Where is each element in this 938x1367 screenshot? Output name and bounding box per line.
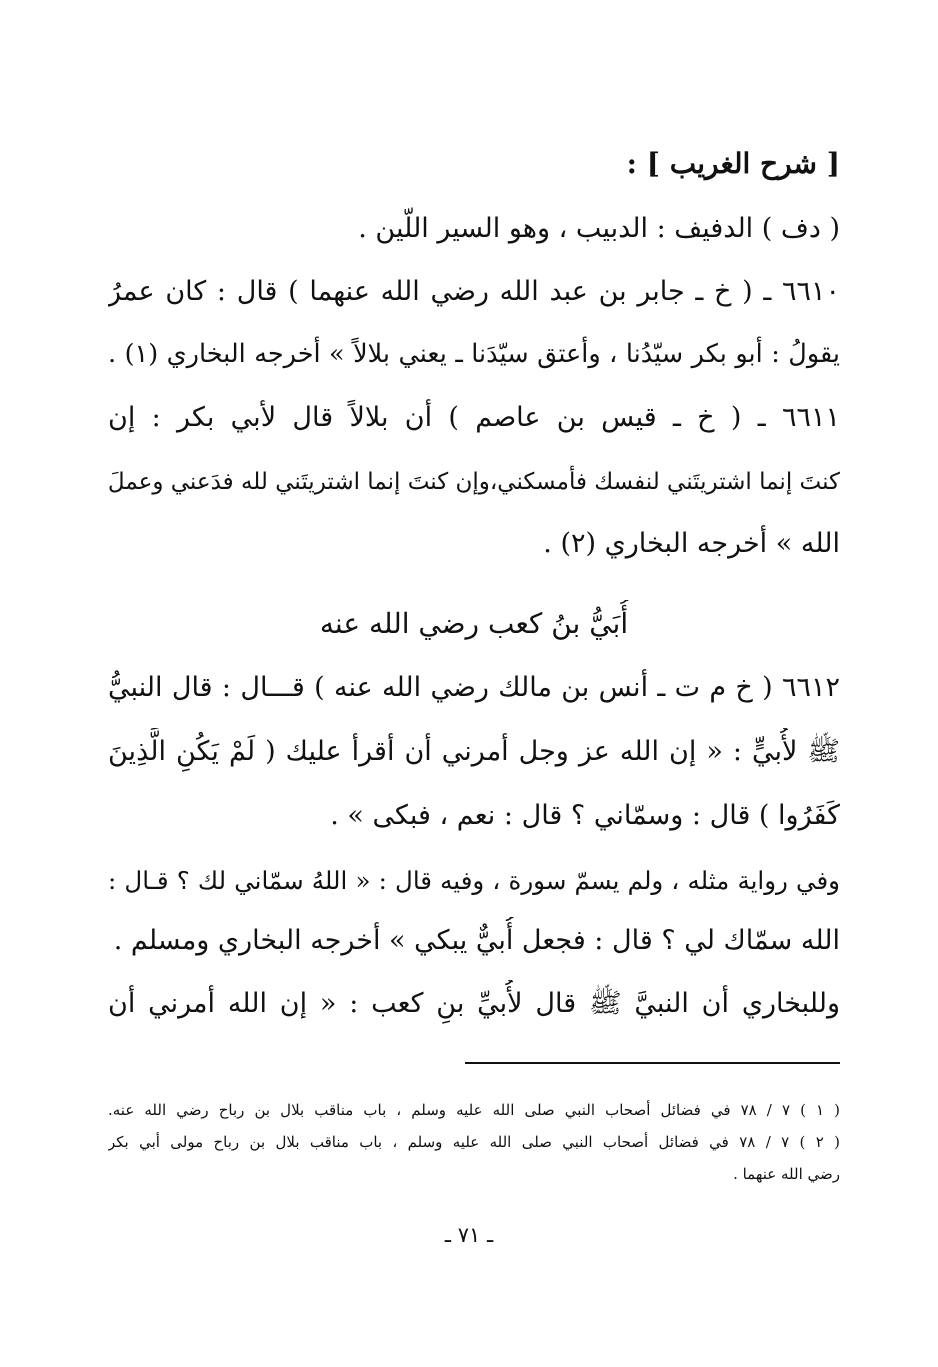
page-number: ـ ٧١ ـ	[444, 1223, 494, 1247]
hadith-6611-line-3: الله » أخرجه البخاري (٢) .	[543, 528, 840, 559]
riwaya-line-2: الله سمّاك لي ؟ قال : فجعل أُبيٌّ يبكي » أخرجه البخاري ومسلم .	[113, 925, 840, 956]
footnote-2-line-1: ( ٢ ) ٧ / ٧٨ في فضائل أصحاب النبي صلى الله عليه وسلم ، باب مناقب بلال بن رباح مولى أبي بكر	[108, 1133, 840, 1151]
footnote-2-line-2: رضي الله عنهما .	[733, 1165, 840, 1183]
footnote-1: ( ١ ) ٧ / ٧٨ في فضائل أصحاب النبي صلى الله عليه وسلم ، باب مناقب بلال بن رباح رضي الله عنه.	[108, 1101, 840, 1119]
footnote-divider	[465, 1062, 840, 1064]
hadith-6611-line-1: ٦٦١١ ـ ( خ ـ قيس بن عاصم ) أن بلالاً قال لأبي بكر : إن	[108, 402, 840, 433]
gloss-daf: ( دف ) الدفيف : الدبيب ، وهو السير اللّين .	[358, 213, 840, 244]
hadith-6612-line-1: ٦٦١٢ ( خ م ت ـ أنس بن مالك رضي الله عنه ) قـــال : قال النبيُّ	[108, 672, 840, 703]
hadith-6612-line-3: كَفَرُوا ) قال : وسمّاني ؟ قال : نعم ، فبكى » .	[330, 800, 840, 831]
hadith-6610-line-2: يقولُ : أبو بكر سيّدُنا ، وأعتق سيّدَنا ـ يعني بلالاً » أخرجه البخاري (١) .	[108, 339, 840, 369]
hadith-6611-line-2: كنتَ إنما اشتريتَني لنفسك فأمسكني،وإن كنتَ إنما اشتريتَني لله فدَعني وعملَ	[108, 469, 840, 495]
riwaya-line-1: وفي رواية مثله ، ولم يسمّ سورة ، وفيه قال : « اللهُ سمّاني لك ؟ قـال :	[108, 866, 840, 895]
hadith-6612-line-2: ﷺ لأُبيٍّ : « إن الله عز وجل أمرني أن أقرأ عليك ( لَمْ يَكُنِ الَّذِينَ	[108, 736, 840, 767]
section-heading-sharh-al-gharib: [ شرح الغريب ] :	[626, 147, 840, 180]
bukhari-line-1: وللبخاري أن النبيَّ ﷺ قال لأُبيِّ بنِ كعب : « إن الله أمرني أن	[108, 988, 840, 1019]
hadith-6610-line-1: ٦٦١٠ ـ ( خ ـ جابر بن عبد الله رضي الله عنهما ) قال : كان عمرُ	[108, 276, 840, 307]
chapter-heading-ubay-ibn-kab: أُبَيُّ بنُ كعب رضي الله عنه	[319, 607, 629, 640]
